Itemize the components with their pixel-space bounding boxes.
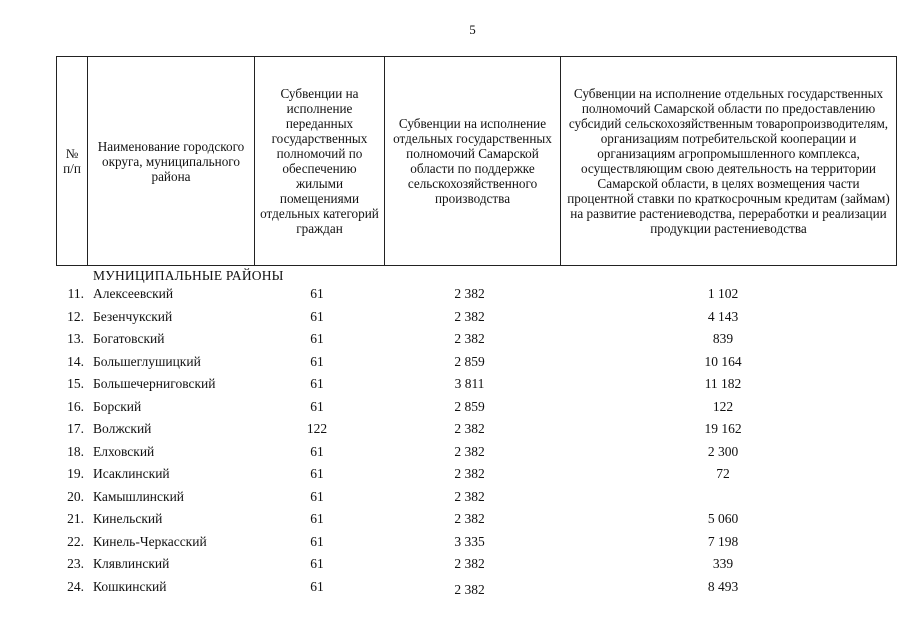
row-number: 18. bbox=[67, 443, 84, 459]
table-row bbox=[0, 352, 905, 375]
table-row bbox=[0, 487, 905, 510]
table-body bbox=[0, 284, 905, 599]
row-credit-value: 72 bbox=[716, 466, 730, 481]
row-credit-value: 339 bbox=[712, 556, 734, 571]
row-name: Камышлинский bbox=[93, 488, 185, 504]
row-housing-value: 61 bbox=[310, 488, 324, 504]
page-number: 5 bbox=[469, 22, 476, 37]
row-name: Кошкинский bbox=[93, 578, 167, 594]
table-row bbox=[0, 532, 905, 555]
row-number: 15. bbox=[67, 376, 84, 391]
row-agri-value: 2 382 bbox=[454, 466, 485, 481]
row-agri-value: 2 382 bbox=[454, 488, 485, 504]
table-row bbox=[0, 329, 905, 352]
row-agri-value: 2 382 bbox=[454, 308, 485, 324]
row-number: 16. bbox=[67, 398, 84, 414]
row-number: 20. bbox=[67, 488, 84, 504]
row-agri-value: 2 382 bbox=[454, 443, 485, 459]
row-name: Елховский bbox=[93, 443, 155, 459]
row-agri-value: 2 382 bbox=[454, 581, 485, 597]
row-housing-value: 61 bbox=[310, 398, 324, 414]
row-housing-value: 61 bbox=[310, 353, 324, 369]
row-agri-value: 3 811 bbox=[454, 376, 485, 391]
row-number: 24. bbox=[67, 578, 84, 594]
row-name: Клявлинский bbox=[93, 556, 170, 571]
row-agri-value: 2 382 bbox=[454, 331, 485, 346]
header-col-housing: Субвенции на исполнение переданных государственных полномочий по обеспечению жилыми помещениями отдельных категорий граждан bbox=[255, 57, 385, 266]
row-name: Большеглушицкий bbox=[93, 353, 201, 369]
row-agri-value: 2 382 bbox=[454, 511, 485, 526]
row-name: Волжский bbox=[93, 421, 152, 436]
row-housing-value: 61 bbox=[310, 556, 324, 571]
row-housing-value: 61 bbox=[310, 443, 324, 459]
row-name: Исаклинский bbox=[93, 466, 170, 481]
table-row bbox=[0, 307, 905, 330]
table-row bbox=[0, 374, 905, 397]
row-number: 23. bbox=[67, 556, 84, 571]
row-name: Кинель-Черкасский bbox=[93, 533, 207, 549]
row-credit-value: 7 198 bbox=[707, 533, 739, 549]
row-name: Богатовский bbox=[93, 331, 165, 346]
row-number: 11. bbox=[67, 286, 84, 301]
row-number: 13. bbox=[67, 331, 84, 346]
row-name: Алексеевский bbox=[93, 286, 174, 301]
row-number: 22. bbox=[67, 533, 84, 549]
row-number: 12. bbox=[67, 308, 84, 324]
row-name: Борский bbox=[93, 398, 142, 414]
row-credit-value: 19 162 bbox=[704, 421, 742, 436]
row-housing-value: 61 bbox=[310, 331, 324, 346]
table-row bbox=[0, 509, 905, 532]
row-agri-value: 2 382 bbox=[454, 556, 485, 571]
row-number: 14. bbox=[67, 353, 84, 369]
row-housing-value: 61 bbox=[310, 308, 324, 324]
row-number: 19. bbox=[67, 466, 84, 481]
table-row bbox=[0, 419, 905, 442]
table-row bbox=[0, 442, 905, 465]
table-row bbox=[0, 554, 905, 577]
table-row bbox=[0, 577, 905, 600]
row-credit-value: 8 493 bbox=[707, 578, 739, 594]
row-housing-value: 61 bbox=[310, 376, 324, 391]
row-name: Большечерниговский bbox=[93, 376, 216, 391]
row-housing-value: 61 bbox=[310, 511, 324, 526]
row-housing-value: 61 bbox=[310, 533, 324, 549]
row-agri-value: 2 859 bbox=[454, 353, 485, 369]
row-housing-value: 122 bbox=[306, 421, 328, 436]
row-number: 17. bbox=[67, 421, 84, 436]
row-credit-value: 2 300 bbox=[707, 443, 739, 459]
header-col-credit: Субвенции на исполнение отдельных государственных полномочий Самарской области по предоставлению субсидий сельскохозяйственным товаропроизводителям, организациям потребительской кооперации и организациям агропромышленного комплекса, осуществляющим свою деятельность на территории Самарской области, в целях возмещения части процентной ставки по краткосрочным кредитам (займам) на развитие растениеводства, переработки и реализации продукции растениеводства bbox=[561, 57, 897, 266]
row-housing-value: 61 bbox=[310, 286, 324, 301]
row-agri-value: 2 859 bbox=[454, 398, 485, 414]
row-name: Безенчукский bbox=[93, 308, 173, 324]
row-number: 21. bbox=[67, 511, 84, 526]
row-housing-value: 61 bbox=[310, 578, 324, 594]
row-credit-value: 839 bbox=[712, 331, 734, 346]
header-col-name: Наименование городского округа, муниципального района bbox=[88, 57, 255, 266]
table-row bbox=[0, 464, 905, 487]
header-col-number: № п/п bbox=[57, 57, 88, 266]
row-agri-value: 2 382 bbox=[454, 421, 485, 436]
section-title: МУНИЦИПАЛЬНЫЕ РАЙОНЫ bbox=[93, 268, 284, 283]
table-row bbox=[0, 397, 905, 420]
row-credit-value: 10 164 bbox=[704, 353, 742, 369]
row-credit-value: 4 143 bbox=[707, 308, 739, 324]
row-credit-value: 11 182 bbox=[704, 376, 742, 391]
table-row bbox=[0, 284, 905, 307]
header-col-agri: Субвенции на исполнение отдельных государственных полномочий Самарской области по поддержке сельскохозяйственного производства bbox=[385, 57, 561, 266]
table-header bbox=[56, 56, 897, 266]
row-credit-value: 1 102 bbox=[707, 286, 739, 301]
row-agri-value: 3 335 bbox=[454, 533, 485, 549]
row-agri-value: 2 382 bbox=[454, 286, 485, 301]
row-housing-value: 61 bbox=[310, 466, 324, 481]
row-credit-value: 5 060 bbox=[707, 511, 739, 526]
row-credit-value: 122 bbox=[712, 398, 734, 414]
row-name: Кинельский bbox=[93, 511, 163, 526]
